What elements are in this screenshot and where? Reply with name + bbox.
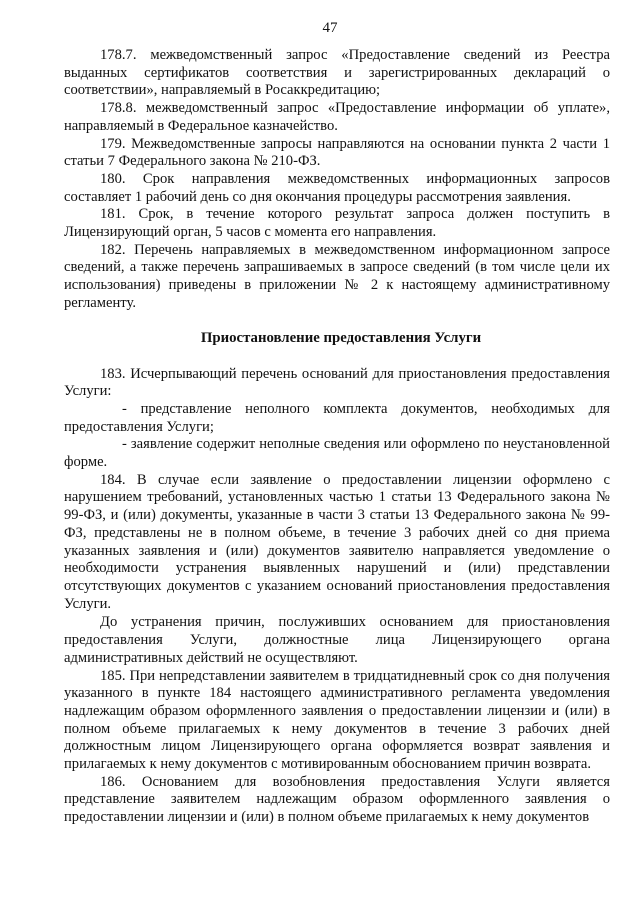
paragraph-181: 181. Срок, в течение которого результат запроса должен поступить в Лицензирующий орган, 5 часов с момента его направления. [64,206,610,241]
paragraph-178-7: 178.7. межведомственный запрос «Предоставление сведений из Реестра выданных сертификатов соответствия и зарегистрированных деклараций о соответствии», направляемый в Росаккредитацию; [64,47,610,99]
section-heading: Приостановление предоставления Услуги [200,329,482,346]
paragraph-suspension-note: До устранения причин, послуживших основанием для приостановления предоставления Услуги, должностные лица Лицензирующего органа административных действий не осуществляют. [64,614,610,666]
paragraph-178-8: 178.8. межведомственный запрос «Предоставление информации об уплате», направляемый в Федеральное казначейство. [64,100,610,134]
paragraph-182: 182. Перечень направляемых в межведомственном информационном запросе сведений, а также перечень запрашиваемых в запросе сведений (в том числе цели их использования) приведены в приложении № 2 к настоящему административному регламенту. [64,241,610,311]
paragraph-180: 180. Срок направления межведомственных информационных запросов составляет 1 рабочий день со дня окончания процедуры рассмотрения заявления. [64,170,610,205]
paragraph-179: 179. Межведомственные запросы направляются на основании пункта 2 части 1 статьи 7 Федерального закона № 210-ФЗ. [64,135,610,170]
page-number: 47 [322,20,338,36]
paragraph-183: 183. Исчерпывающий перечень оснований для приостановления предоставления Услуги: [64,365,610,400]
list-item: - представление неполного комплекта документов, необходимых для предоставления Услуги; [64,400,610,435]
list-item: - заявление содержит неполные сведения или оформлено по неустановленной форме. [64,436,610,471]
paragraph-185: 185. При непредставлении заявителем в тридцатидневный срок со дня получения указанного в пункте 184 настоящего административного регламента уведомления надлежащим образом оформленного заявления о предоставлении лицензии и (или) в полном объеме прилагаемых к нему документов в течение 3 рабочих дней должностным лицом Лицензирующего органа оформляется возврат заявления и прилагаемых к нему документов с мотивированным обоснованием причин возврата. [64,667,610,773]
paragraph-184: 184. В случае если заявление о предоставлении лицензии оформлено с нарушением требований, установленных частью 1 статьи 13 Федерального закона № 99-ФЗ, и (или) документы, указанные в части 3 статьи 13 Федерального закона № 99-ФЗ, представлены не в полном объеме, в течение 3 рабочих дней со дня приема указанных заявления и (или) документов заявителю направляется уведомление о необходимости устранения выявленных нарушений и (или) представлении отсутствующих документов с указанием оснований приостановления предоставления Услуги. [64,471,610,612]
paragraph-186: 186. Основанием для возобновления предоставления Услуги является представление заявителем надлежащим образом оформленного заявления о предоставлении лицензии и (или) в полном объеме прилагаемых к нему документов [64,773,610,826]
